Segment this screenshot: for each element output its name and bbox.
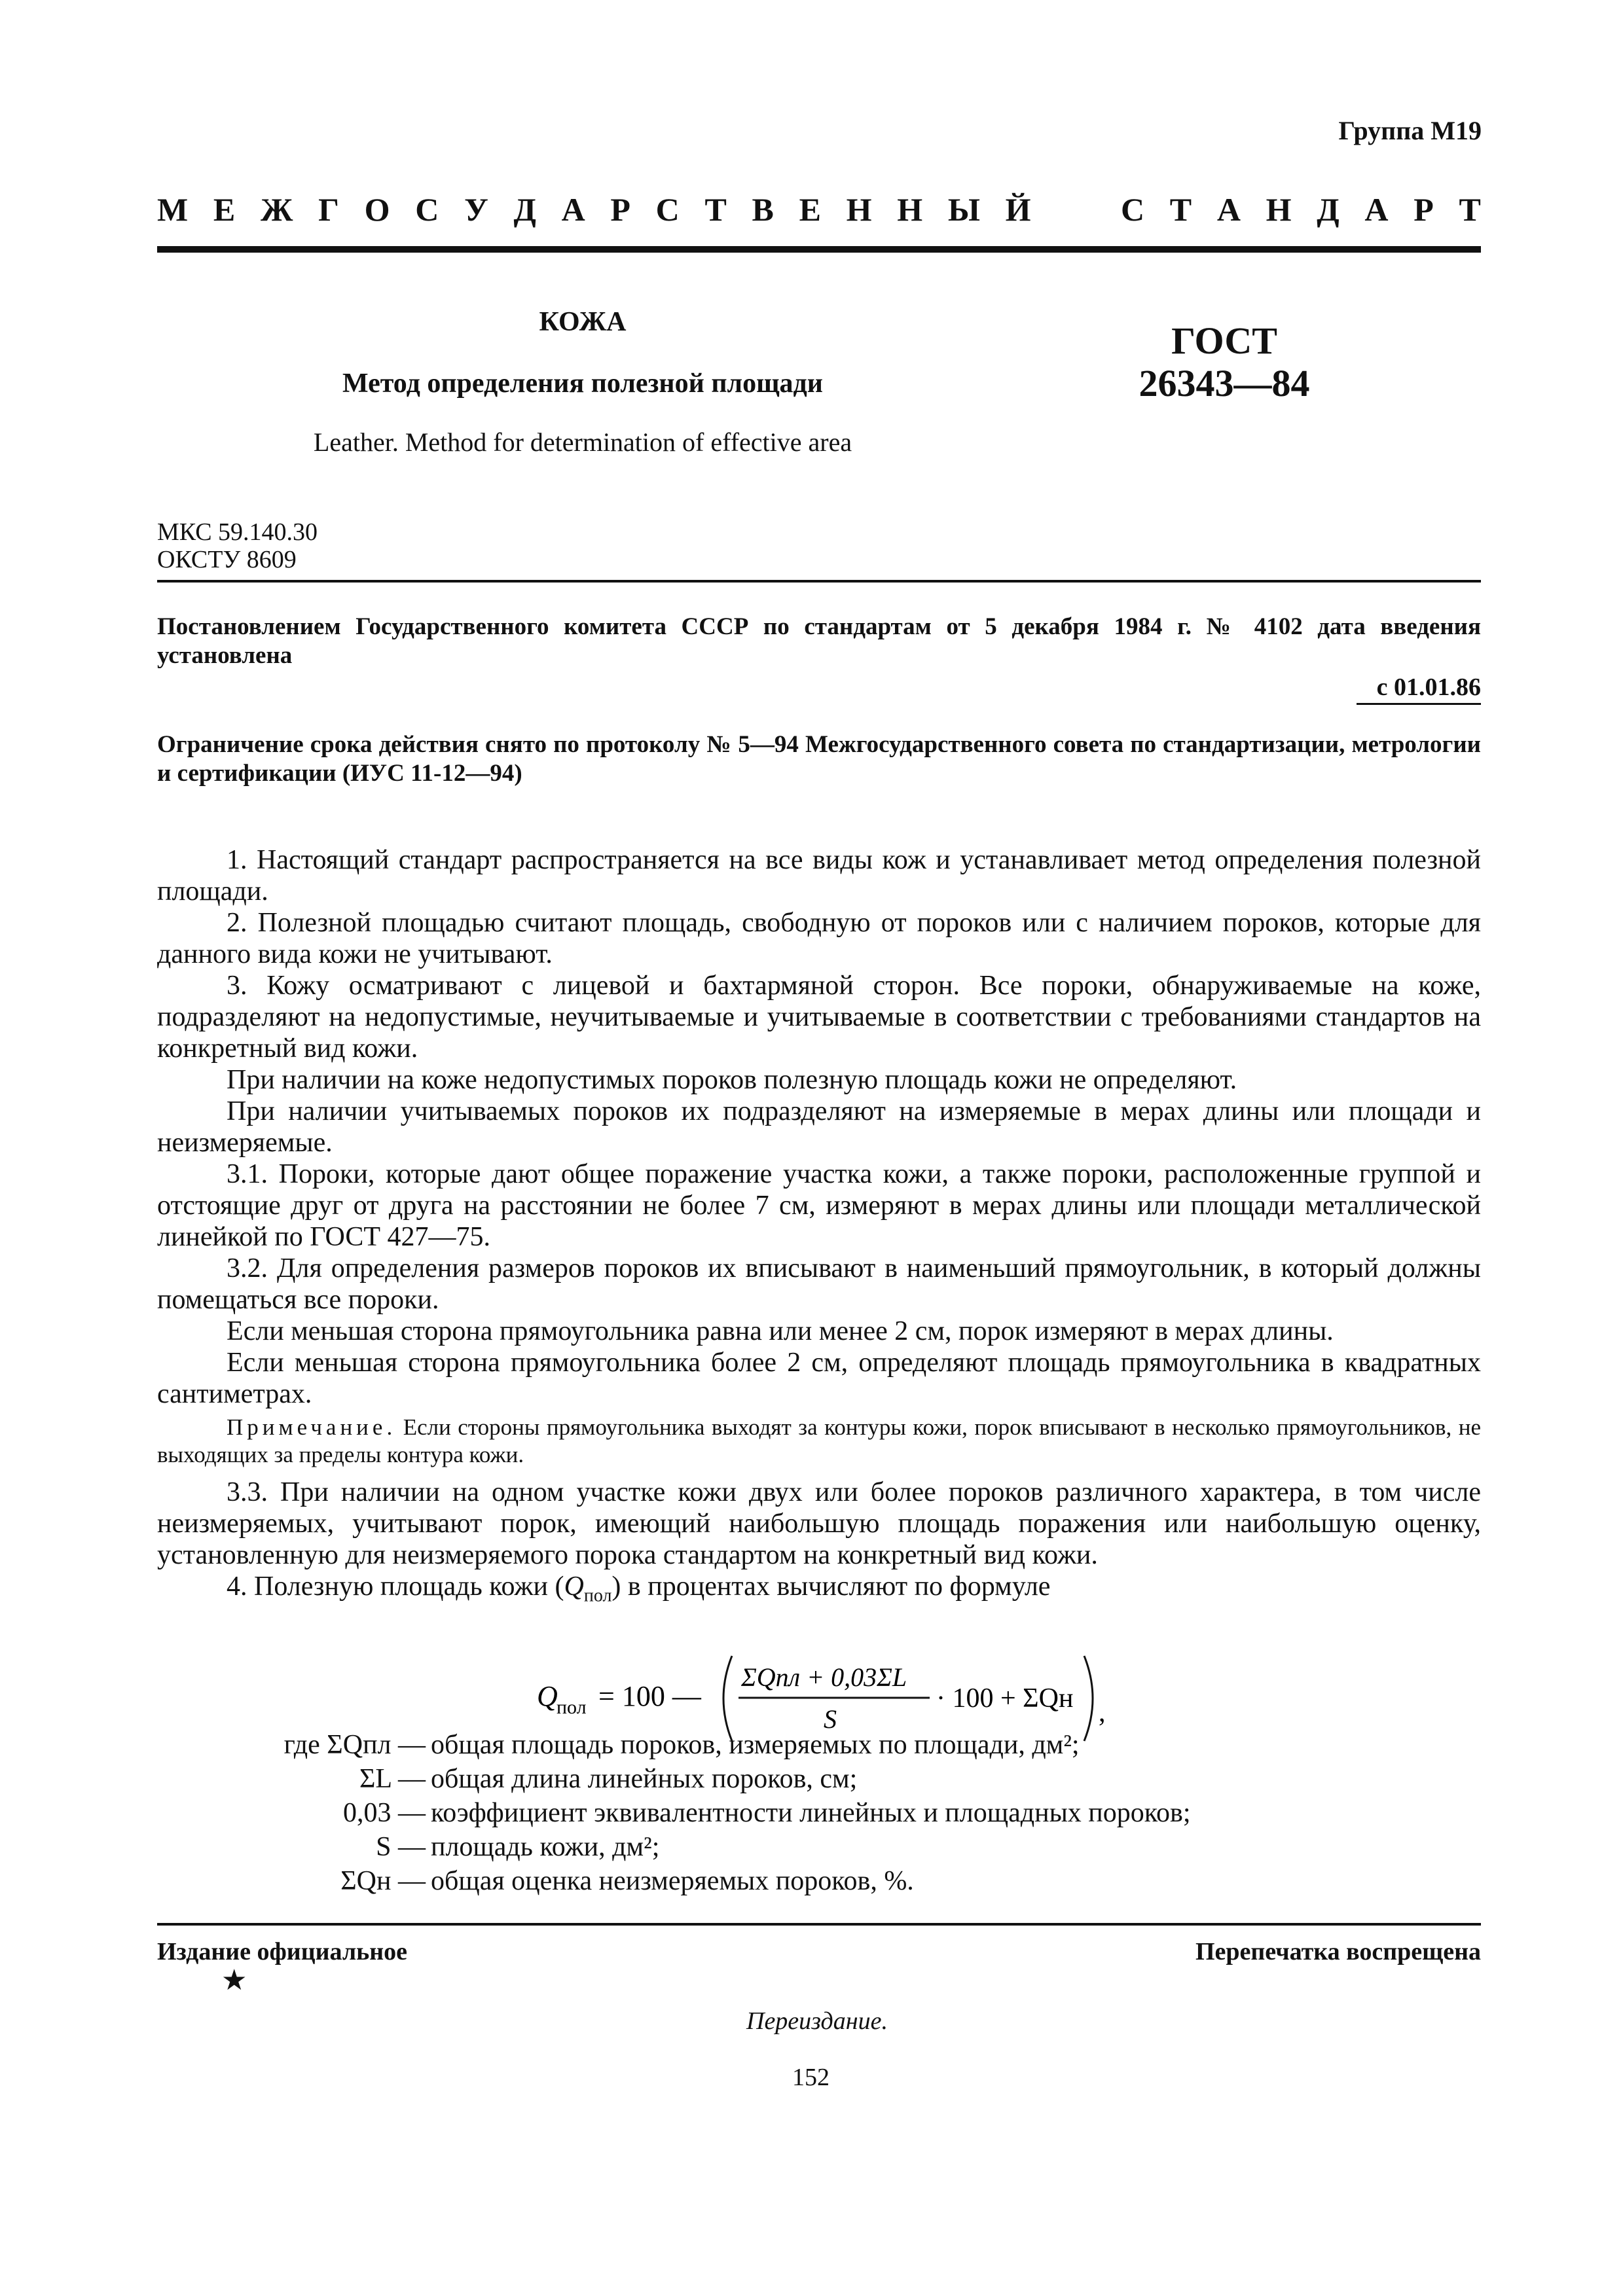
legend-row (157, 1864, 1481, 1898)
formula-lhs-sub: пол (556, 1696, 587, 1718)
okstu-code: ОКСТУ 8609 (157, 546, 297, 573)
header-letter: Т (1459, 191, 1481, 228)
header-letter: Й (1005, 191, 1031, 228)
formula-numerator: ΣQпл + 0,03ΣL (741, 1662, 907, 1692)
clause-3-2-paragraph-2: Если меньшая сторона прямоугольника равна или менее 2 см, порок измеряют в мерах длины. (227, 1316, 1334, 1346)
header-letter: У (464, 191, 488, 228)
clause-4-symbol-sub: пол (583, 1585, 612, 1606)
header-letter: О (364, 191, 390, 228)
formula-denominator: S (824, 1704, 837, 1734)
page-number: 152 (792, 2064, 830, 2091)
document-subtitle: Метод определения полезной площади (342, 368, 823, 399)
header-rule (157, 246, 1481, 253)
header-letter: Г (318, 191, 339, 228)
header-letter: С (1120, 191, 1145, 228)
clause-3-paragraph-2: При наличии на коже недопустимых пороков полезную площадь кожи не определяют. (227, 1065, 1237, 1095)
header-letter: Е (799, 191, 821, 228)
legend-row (157, 1830, 1481, 1864)
note-text: Если стороны прямоугольника выходят за контуры кожи, порок вписывают в несколько прямоугольников, не выходящих за пределы контура кожи. (157, 1414, 1482, 1467)
formula-comma: , (1099, 1698, 1106, 1728)
header-letter: Р (610, 191, 630, 228)
header-letter: Д (513, 191, 536, 228)
legend-description: площадь кожи, дм²; (431, 1832, 660, 1862)
clause-1: 1. Настоящий стандарт распространяется на все виды кож и устанавливает метод определения полезной площади. (157, 845, 1481, 906)
header-letter: Ы (947, 191, 980, 228)
header-letter: А (1364, 191, 1389, 228)
restriction-text: Ограничение срока действия снято по протоколу № 5—94 Межгосударственного совета по стандартизации, метрологии и сертификации (ИУС 11-12—94) (157, 731, 1481, 787)
edition-label: Издание официальное (157, 1938, 408, 1965)
clause-4-symbol: Q (564, 1571, 584, 1602)
legend-symbol: 0,03 — (343, 1798, 426, 1828)
header-letter: Ж (260, 191, 293, 228)
formula-lhs: Q (537, 1680, 558, 1712)
reissue-label: Переиздание. (746, 2007, 888, 2035)
header-letter: С (655, 191, 680, 228)
header-letter: Т (704, 191, 727, 228)
clause-3-paragraph-3: При наличии учитываемых пороков их подразделяют на измеряемые в мерах длины или площади и неизмеряемые. (157, 1096, 1481, 1158)
header-letter: Н (846, 191, 872, 228)
legend-description: общая площадь пороков, измеряемых по площади, дм²; (431, 1730, 1080, 1760)
header-letter: В (752, 191, 774, 228)
formula-legend (157, 1728, 1481, 1898)
header-letter: С (415, 191, 439, 228)
clause-2: 2. Полезной площадью считают площадь, свободную от пороков или с наличием пороков, которые для данного вида кожи не учитывают. (157, 908, 1481, 969)
legend-symbol: S — (376, 1832, 426, 1862)
header-letter: А (561, 191, 585, 228)
clause-3-3: 3.3. При наличии на одном участке кожи двух или более пороков различного характера, в том числе неизмеряемых, учитывают порок, имеющий наибольшую площадь поражения или наибольшую оценку, установленную для неизмеряемого порока стандартом на конкретный вид кожи. (157, 1477, 1481, 1570)
resolution-text: Постановлением Государственного комитета СССР по стандартам от 5 декабря 1984 г. № 4102 дата введения установлена (157, 613, 1481, 669)
mks-code: МКС 59.140.30 (157, 518, 318, 546)
introduction-date-underline (1357, 703, 1481, 705)
clause-3: 3. Кожу осматривают с лицевой и бахтармяной сторон. Все пороки, обнаруживаемые на коже, подразделяют на недопустимые, неучитываемые и учитываемые в соответствии с требованиями стандартов на конкретный вид кожи. (157, 971, 1481, 1064)
legend-description: общая длина линейных пороков, см; (431, 1764, 858, 1794)
legend-row (157, 1796, 1481, 1830)
footer-rule (157, 1923, 1481, 1926)
header-letter: Н (1266, 191, 1292, 228)
legend-symbol: где ΣQпл — (283, 1730, 426, 1760)
clause-3-2: 3.2. Для определения размеров пороков их вписывают в наименьший прямоугольник, в который должны помещаться все пороки. (157, 1253, 1481, 1315)
header-letter: Р (1413, 191, 1434, 228)
legend-symbol: ΣL — (359, 1764, 426, 1794)
gost-label: ГОСТ (1171, 319, 1277, 362)
legend-row (157, 1728, 1481, 1762)
header-letter: А (1216, 191, 1241, 228)
formula-tail: · 100 + ΣQн (936, 1683, 1074, 1713)
header-letter: Д (1317, 191, 1340, 228)
clause-3-2-paragraph-3: Если меньшая сторона прямоугольника более 2 см, определяют площадь прямоугольника в квадратных сантиметрах. (157, 1348, 1481, 1409)
document-title: КОЖА (539, 307, 627, 337)
legend-description: общая оценка неизмеряемых пороков, %. (431, 1866, 914, 1896)
gost-number: 26343—84 (1139, 362, 1310, 404)
clause-3-1: 3.1. Пороки, которые дают общее поражение участка кожи, а также пороки, расположенные группой и отстоящие друг от друга на расстоянии не более 7 см, измеряют в мерах длины или площади металлической линейкой по ГОСТ 427—75. (157, 1159, 1481, 1252)
legend-description: коэффициент эквивалентности линейных и площадных пороков; (431, 1798, 1191, 1828)
header-word-gap (1056, 190, 1095, 229)
clause-4 (157, 1571, 1481, 1611)
header-letter: М (157, 191, 189, 228)
clause-4-text-b: ) в процентах вычисляют по формуле (611, 1571, 1051, 1602)
header-letter: Е (213, 191, 236, 228)
header-letter: Н (897, 191, 923, 228)
body-text (157, 844, 1481, 1611)
interstate-standard-header (157, 190, 1481, 229)
reprint-notice: Перепечатка воспрещена (1195, 1938, 1481, 1965)
header-letter: Т (1169, 191, 1192, 228)
clause-4-text-a: 4. Полезную площадь кожи ( (227, 1571, 564, 1602)
legend-row (157, 1762, 1481, 1796)
document-subtitle-english: Leather. Method for determination of effective area (313, 427, 852, 457)
star-icon: ★ (221, 1964, 247, 1996)
group-label: Группа М19 (1338, 116, 1482, 145)
note-label: Примечание. (227, 1414, 397, 1440)
introduction-date: с 01.01.86 (1376, 673, 1481, 701)
legend-symbol: ΣQн — (340, 1866, 426, 1896)
note (157, 1414, 1481, 1469)
classification-rule (157, 580, 1481, 583)
formula-equals: = 100 — (598, 1680, 701, 1712)
